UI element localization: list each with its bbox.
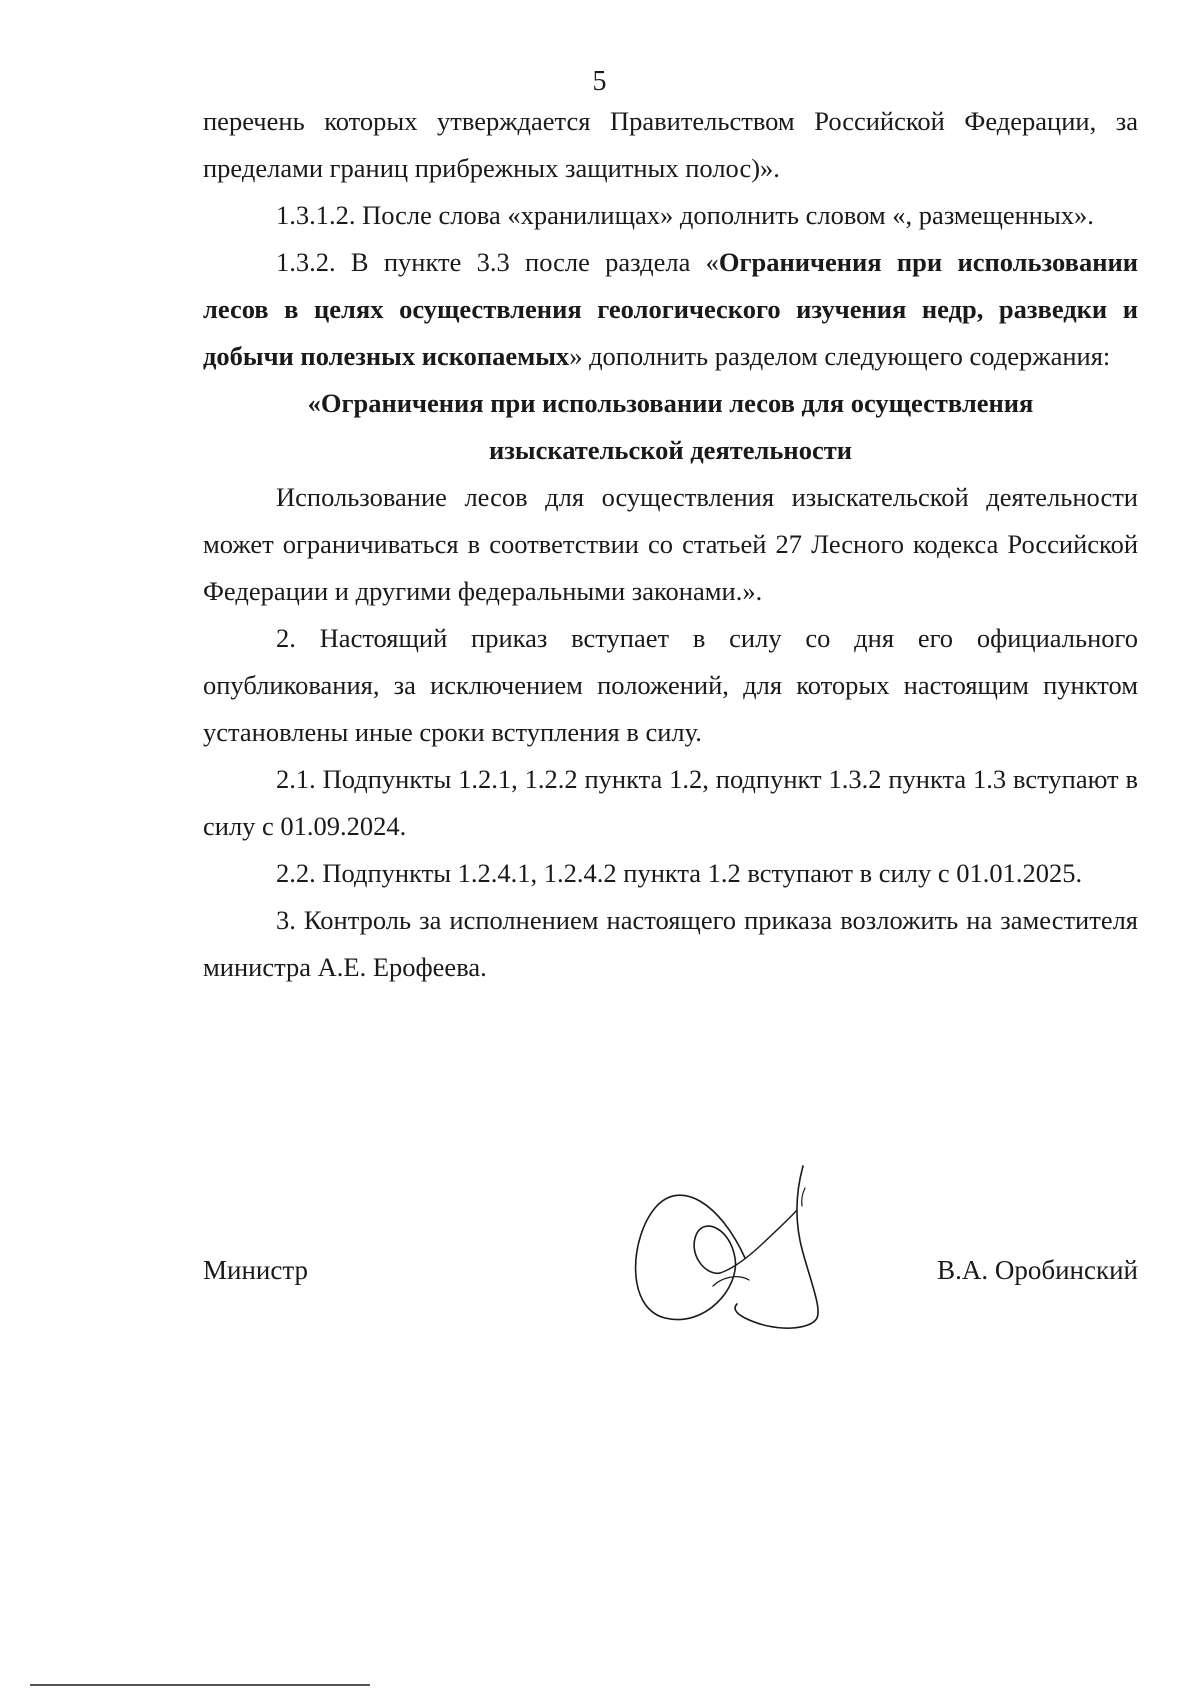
paragraph-2-1: 2.1. Подпункты 1.2.1, 1.2.2 пункта 1.2, подпункт 1.3.2 пункта 1.3 вступают в силу с 01.09.2024. bbox=[203, 764, 1138, 841]
paragraph-3: 3. Контроль за исполнением настоящего приказа возложить на заместителя министра А.Е. Ерофеева. bbox=[203, 905, 1138, 982]
paragraph-1-3-2-section-title: Ограничения при использовании лесов в целях осуществления геологического изучения недр, разведки и добычи полезных ископаемых bbox=[203, 247, 1139, 371]
document-body bbox=[203, 98, 1138, 991]
paragraph-continuation: перечень которых утверждается Правительством Российской Федерации, за пределами границ прибрежных защитных полос)». bbox=[203, 106, 1138, 183]
page-number: 5 bbox=[592, 66, 608, 97]
paragraph-1-3-2-end: » дополнить разделом следующего содержания: bbox=[569, 341, 1111, 371]
section-heading-line-2: изыскательской деятельности bbox=[488, 435, 853, 465]
signatory-name: В.А. Оробинский bbox=[937, 1255, 1138, 1285]
handwritten-signature bbox=[625, 1158, 885, 1348]
paragraph-usage-restriction: Использование лесов для осуществления изыскательской деятельности может ограничиваться в соответствии со статьей 27 Лесного кодекса Российской Федерации и другими федеральными законами.». bbox=[203, 482, 1138, 606]
paragraph-1-3-1-2: 1.3.1.2. После слова «хранилищах» дополнить словом «, размещенных». bbox=[276, 200, 1094, 230]
paragraph-1-3-2-intro: 1.3.2. В пункте 3.3 после раздела « bbox=[276, 247, 719, 277]
signatory-title: Министр bbox=[203, 1255, 308, 1285]
paragraph-2: 2. Настоящий приказ вступает в силу со дня его официального опубликования, за исключением положений, для которых настоящим пунктом установлены иные сроки вступления в силу. bbox=[203, 623, 1138, 747]
paragraph-2-2: 2.2. Подпункты 1.2.4.1, 1.2.4.2 пункта 1.2 вступают в силу с 01.01.2025. bbox=[276, 858, 1083, 888]
footer-rule bbox=[30, 1684, 370, 1686]
section-heading-line-1: «Ограничения при использовании лесов для осуществления bbox=[307, 388, 1034, 418]
paragraph-1-3-2 bbox=[203, 239, 1138, 380]
